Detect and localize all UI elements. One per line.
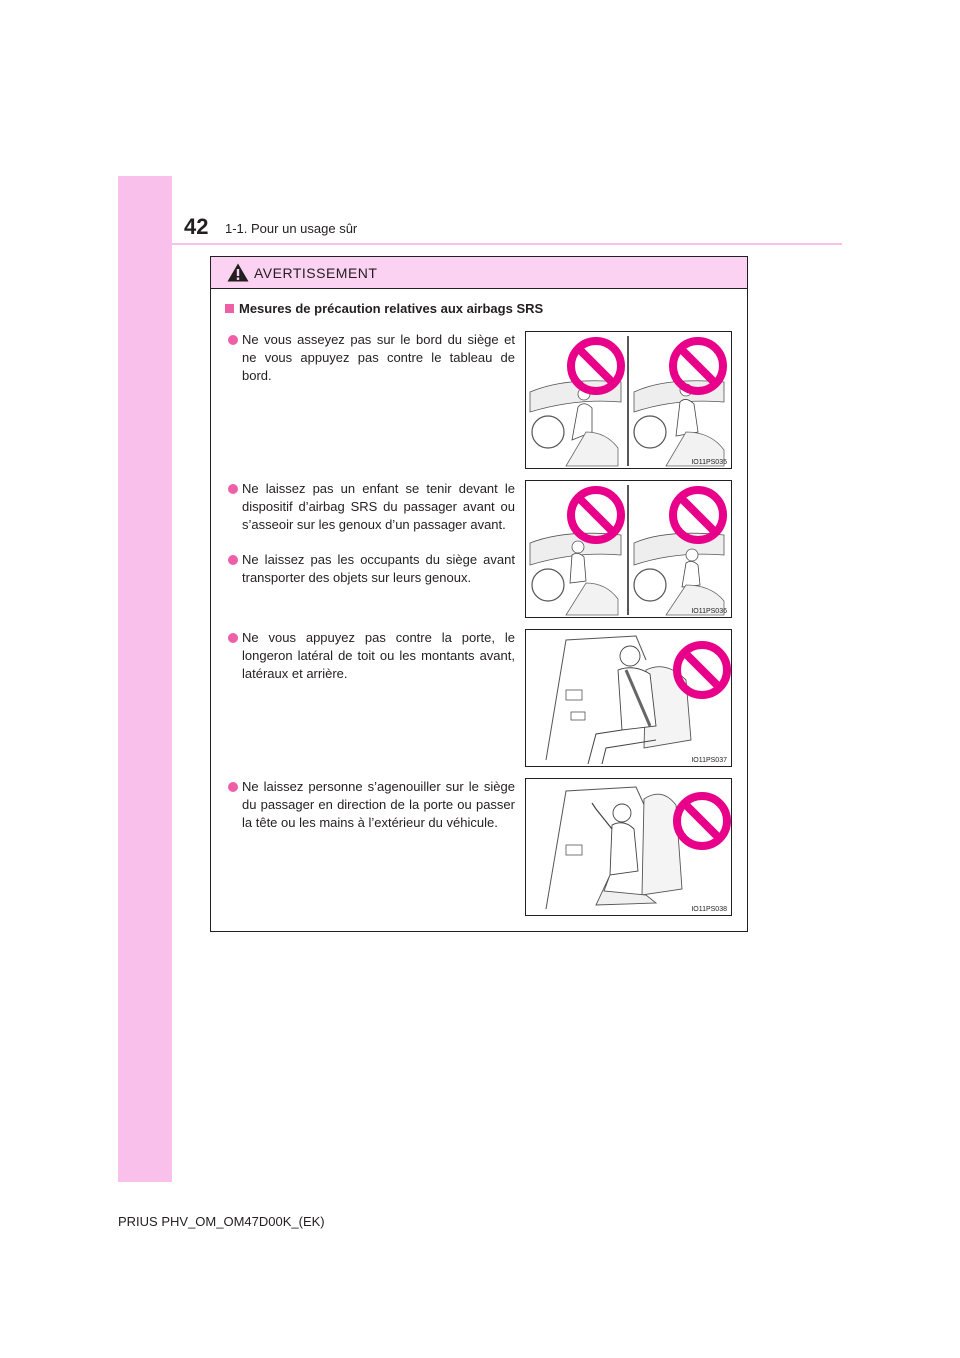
bullet-item: Ne vous appuyez pas contre la porte, le longeron latéral de toit ou les montants avant, latéraux et arrière. [228,629,515,683]
bullet-dot-icon [228,335,238,345]
bullet-item: Ne vous asseyez pas sur le bord du siège et ne vous appuyez pas contre le tableau de bord. [228,331,515,385]
prohibition-icon [677,645,727,695]
illustration-figure [525,778,732,916]
bullet-dot-icon [228,555,238,565]
car-interior-illustration [526,630,731,766]
figure-code: IO11PS037 [691,757,727,764]
document-code: PRIUS PHV_OM_OM47D00K_(EK) [118,1214,325,1229]
warning-header [211,257,747,289]
bullet-item: Ne laissez pas les occupants du siège avant transporter des objets sur leurs genoux. [228,551,515,587]
figure-code: IO11PS038 [691,906,727,913]
bullet-item: Ne laissez pas un enfant se tenir devant le dispositif d’airbag SRS du passager avant ou s’asseoir sur les genoux d’un passager avant. [228,480,515,534]
car-interior-illustration [526,332,731,468]
illustration-figure [525,331,732,469]
section-subheading: Mesures de précaution relatives aux airbags SRS [225,301,543,316]
warning-title: AVERTISSEMENT [254,265,378,281]
header-divider [172,243,842,245]
bullet-dot-icon [228,633,238,643]
page-number: 42 [184,214,209,239]
bullet-item: Ne laissez personne s’agenouiller sur le siège du passager en direction de la porte ou passer la tête ou les mains à l’extérieur du véhicule. [228,778,515,832]
bullet-dot-icon [228,782,238,792]
figure-code: IO11PS035 [691,459,727,466]
car-interior-illustration [526,481,731,617]
warning-box [210,256,748,932]
prohibition-icon [673,490,723,540]
figure-code: IO11PS036 [691,608,727,615]
bullet-dot-icon [228,484,238,494]
side-color-band [118,176,172,1182]
illustration-figure [525,480,732,618]
car-interior-illustration [526,779,731,915]
prohibition-icon [677,796,727,846]
illustration-figure [525,629,732,767]
prohibition-icon [571,490,621,540]
section-title: 1-1. Pour un usage sûr [225,221,358,236]
square-bullet-icon [225,304,234,313]
warning-triangle-icon [227,263,249,282]
